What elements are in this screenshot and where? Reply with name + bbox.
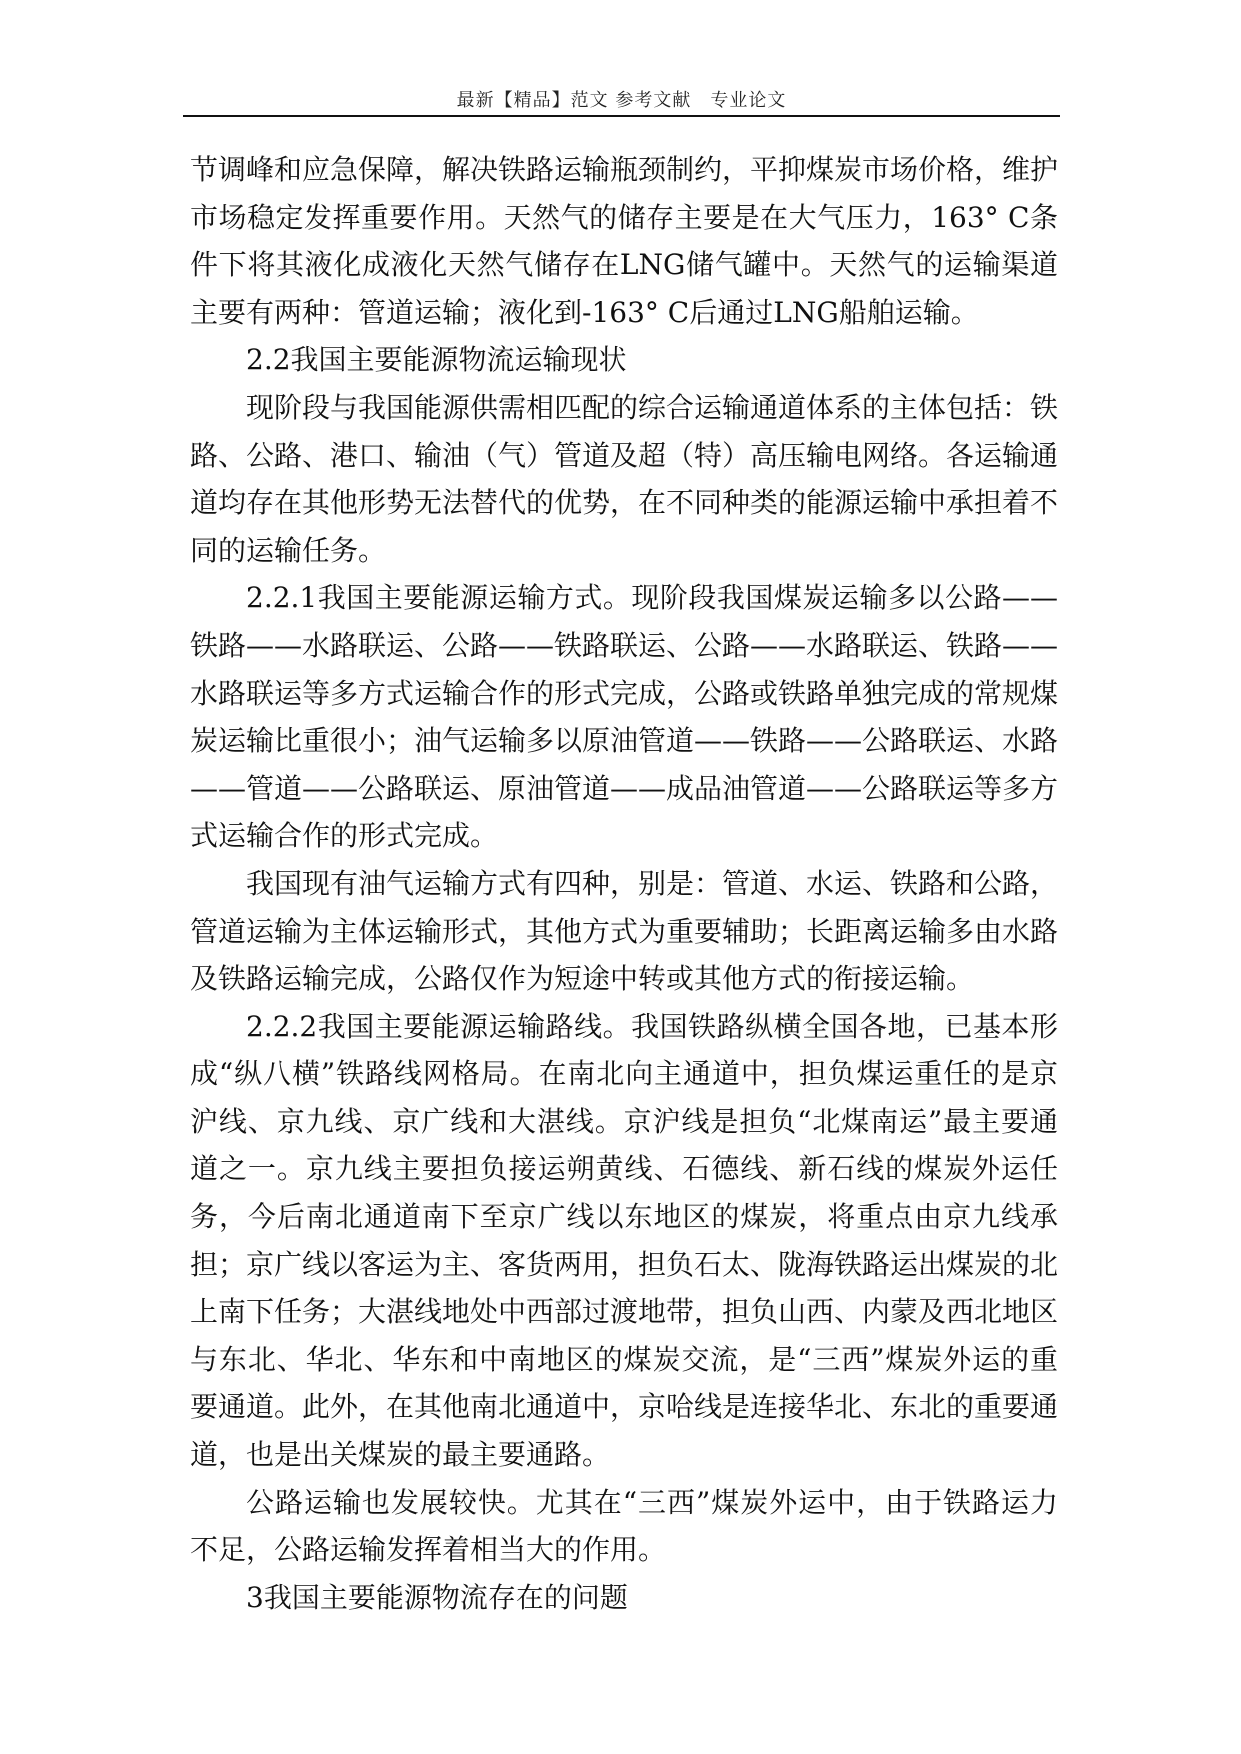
paragraph-continuation: 节调峰和应急保障，解决铁路运输瓶颈制约，平抑煤炭市场价格，维护市场稳定发挥重要作用。天然气的储存主要是在大气压力，163° C条件下将其液化成液化天然气储存在LNG储气罐中。天然气的运输渠道主要有两种：管道运输；液化到-163° C后通过LNG船舶运输。 <box>190 153 1059 329</box>
section-heading-2-2: 2.2我国主要能源物流运输现状 <box>246 343 627 377</box>
paragraph: 我国现有油气运输方式有四种，别是：管道、水运、铁路和公路，管道运输为主体运输形式，其他方式为重要辅助；长距离运输多由水路及铁路运输完成，公路仅作为短途中转或其他方式的衔接运输。 <box>190 866 1059 996</box>
header-divider <box>183 115 1060 117</box>
document-body <box>190 146 1058 1621</box>
paragraph: 现阶段与我国能源供需相匹配的综合运输通道体系的主体包括：铁路、公路、港口、输油（气）管道及超（特）高压输电网络。各运输通道均存在其他形势无法替代的优势，在不同种类的能源运输中承担着不同的运输任务。 <box>190 390 1059 567</box>
paragraph: 公路运输也发展较快。尤其在“三西”煤炭外运中，由于铁路运力不足，公路运输发挥着相当大的作用。 <box>190 1485 1058 1567</box>
section-heading-3: 3我国主要能源物流存在的问题 <box>246 1580 628 1614</box>
subsection-2-2-1-paragraph: 2.2.1我国主要能源运输方式。现阶段我国煤炭运输多以公路——铁路——水路联运、公路——铁路联运、公路——水路联运、铁路——水路联运等多方式运输合作的形式完成，公路或铁路单独完成的常规煤炭运输比重很小；油气运输多以原油管道——铁路——公路联运、水路——管道——公路联运、原油管道——成品油管道——公路联运等多方式运输合作的形式完成。 <box>190 581 1059 853</box>
page-header: 最新【精品】范文 参考文献 专业论文 <box>456 90 787 111</box>
subsection-2-2-2-paragraph: 2.2.2我国主要能源运输路线。我国铁路纵横全国各地，已基本形成“纵八横”铁路线网格局。在南北向主通道中，担负煤运重任的是京沪线、京九线、京广线和大湛线。京沪线是担负“北煤南运”最主要通道之一。京九线主要担负接运朔黄线、石德线、新石线的煤炭外运任务，今后南北通道南下至京广线以东地区的煤炭，将重点由京九线承担；京广线以客运为主、客货两用，担负石太、陇海铁路运出煤炭的北上南下任务；大湛线地处中西部过渡地带，担负山西、内蒙及西北地区与东北、华北、华东和中南地区的煤炭交流，是“三西”煤炭外运的重要通道。此外，在其他南北通道中，京哈线是连接华北、东北的重要通道，也是出关煤炭的最主要通路。 <box>190 1009 1059 1472</box>
